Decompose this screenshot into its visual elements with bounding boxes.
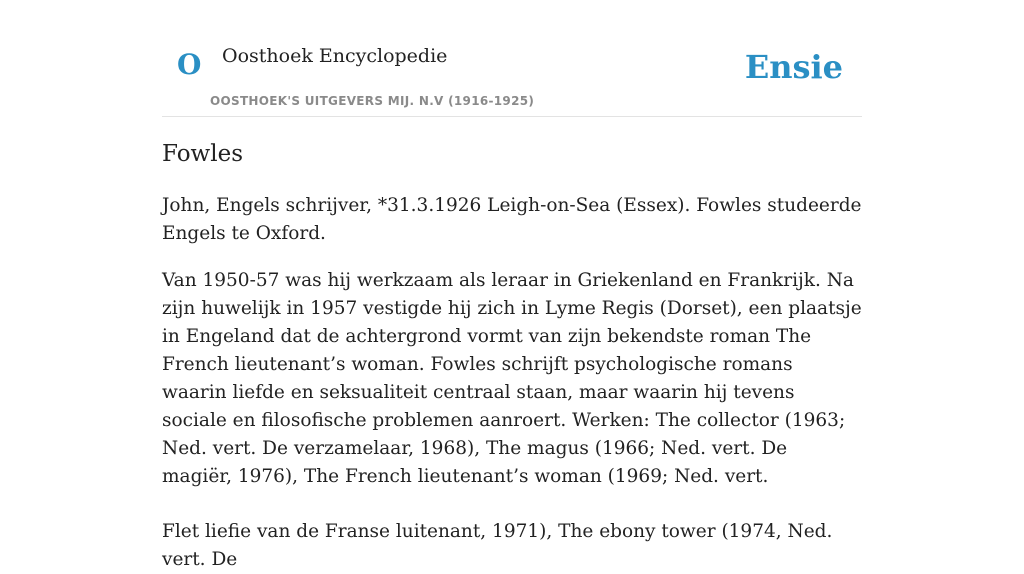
article-paragraph: John, Engels schrijver, *31.3.1926 Leigh-on-Sea (Essex). Fowles studeerde Engels te Oxford. — [162, 195, 862, 244]
article-paragraph: Flet liefie van de Franse luitenant, 1971), The ebony tower (1974, Ned. vert. De — [162, 521, 833, 570]
article-title: Fowles — [162, 141, 244, 167]
encyclopedia-title[interactable]: Oosthoek Encyclopedie — [222, 45, 448, 67]
ensie-logo[interactable]: Ensie — [744, 48, 843, 86]
article — [162, 138, 862, 574]
publisher-label: OOSTHOEK'S UITGEVERS MIJ. N.V (1916-1925) — [210, 94, 535, 108]
site-header — [162, 0, 862, 117]
encyclopedia-logo[interactable]: O — [177, 48, 202, 81]
article-paragraph: Van 1950-57 was hij werkzaam als leraar in Griekenland en Frankrijk. Na zijn huwelijk in 1957 vestigde hij zich in Lyme Regis (Dorset), een plaatsje in Engeland dat de achtergrond vormt van zijn bekendste roman The French lieutenant’s woman. Fowles schrijft psychologische romans waarin liefde en seksualiteit centraal staan, maar waarin hij tevens sociale en filosofische problemen aanroert. Werken: The collector (1963; Ned. vert. De verzamelaar, 1968), The magus (1966; Ned. vert. De magiër, 1976), The French lieutenant’s woman (1969; Ned. vert. — [162, 270, 862, 487]
